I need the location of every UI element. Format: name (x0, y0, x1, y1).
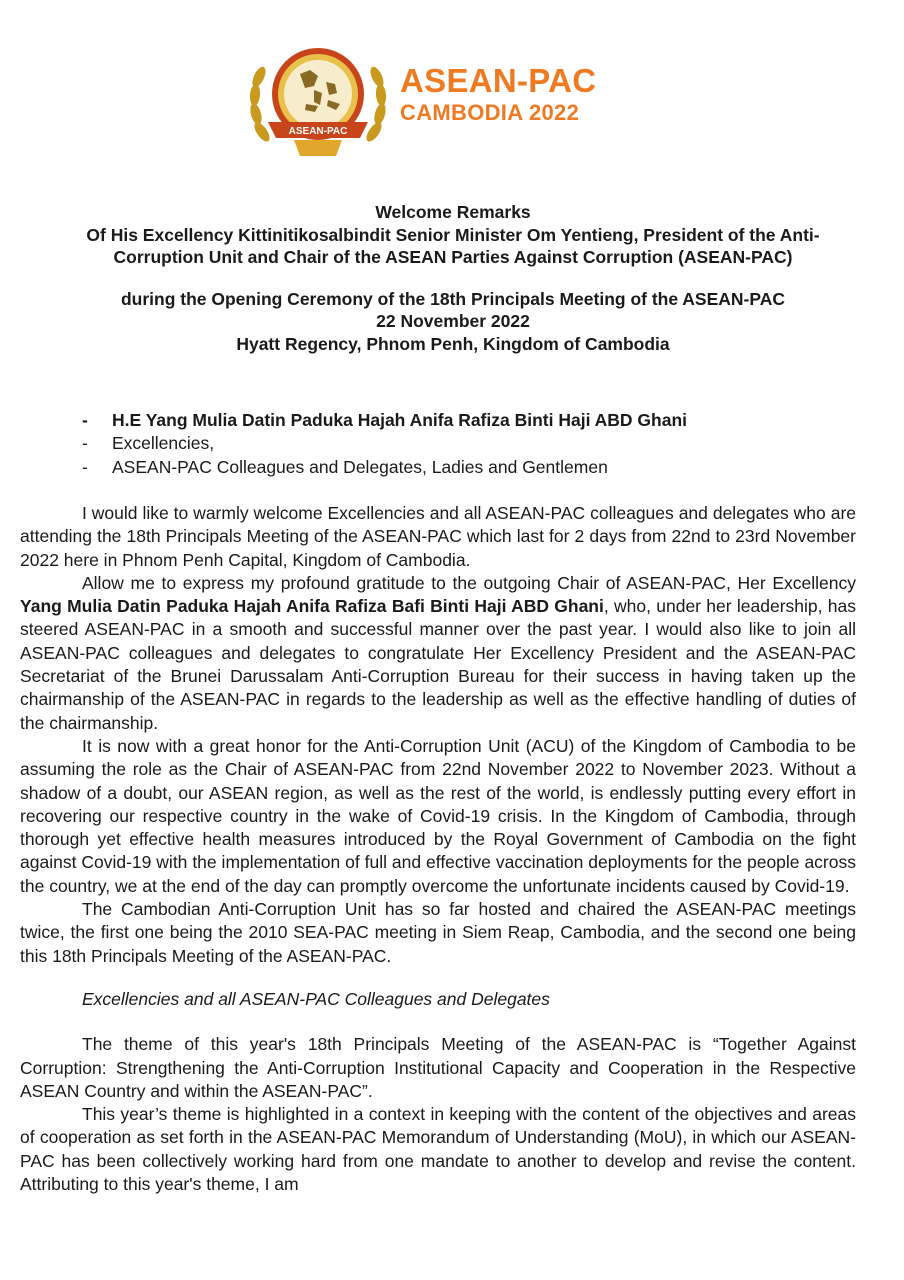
body-text (20, 502, 856, 1196)
paragraph-6: This year’s theme is highlighted in a context in keeping with the content of the objectives and areas of cooperation as set forth in the ASEAN-PAC Memorandum of Understanding (MoU), in which our ASEAN-PAC has been collectively working hard from one mandate to another to develop and revise the content. Attributing to this year's theme, I am (20, 1104, 856, 1195)
salutation-list (82, 409, 882, 479)
logo-banner-text: ASEAN-PAC (288, 126, 348, 137)
brand-block (400, 64, 596, 126)
list-dash: - (82, 456, 88, 477)
title-block (20, 201, 886, 355)
list-item (82, 409, 882, 432)
paragraph-4: The Cambodian Anti-Corruption Unit has so far hosted and chaired the ASEAN-PAC meetings twice, the first one being the 2010 SEA-PAC meeting in Siem Reap, Cambodia, and the second one being this 18th Principals Meeting of the ASEAN-PAC. (20, 899, 856, 966)
address-line: Excellencies and all ASEAN-PAC Colleagues and Delegates (82, 988, 550, 1009)
list-dash: - (82, 410, 88, 430)
paragraph-2-text-a: Allow me to express my profound gratitude to the outgoing Chair of ASEAN-PAC, Her Excellency (82, 572, 856, 593)
list-item-text: H.E Yang Mulia Datin Paduka Hajah Anifa Rafiza Binti Haji ABD Ghani (112, 410, 688, 430)
list-item-text: ASEAN-PAC Colleagues and Delegates, Ladies and Gentlemen (112, 456, 608, 477)
list-item (82, 456, 882, 479)
document-heading: Welcome Remarks (375, 202, 531, 222)
paragraph-1: I would like to warmly welcome Excellencies and all ASEAN-PAC colleagues and delegates who are attending the 18th Principals Meeting of the ASEAN-PAC which last for 2 days from 22nd to 23rd November 2022 here in Phnom Penh Capital, Kingdom of Cambodia. (20, 503, 856, 570)
event-venue: Hyatt Regency, Phnom Penh, Kingdom of Cambodia (236, 333, 670, 354)
list-item (82, 432, 882, 455)
outgoing-chair-name: Yang Mulia Datin Paduka Hajah Anifa Rafiza Bafi Binti Haji ABD Ghani (20, 596, 604, 617)
title-line-3: during the Opening Ceremony of the 18th Principals Meeting of the ASEAN-PAC (120, 288, 786, 309)
brand-subtitle: CAMBODIA 2022 (400, 100, 580, 125)
list-item-text: Excellencies, (112, 433, 215, 454)
brand-title: ASEAN-PAC (400, 62, 597, 99)
paragraph-2 (20, 572, 856, 735)
paragraph-2-text-b: , who, under her leadership, has steered ASEAN-PAC in a smooth and successful manner over the past year. I would also like to join all ASEAN-PAC colleagues and delegates to congratulate Her Excellency President and the ASEAN-PAC Secretariat of the Brunei Darussalam Anti-Corruption Bureau for their success in having taken up the chairmanship of the ASEAN-PAC in regards to the leadership as well as the effective handling of duties of the chairmanship. (20, 596, 856, 733)
title-line-1: Of His Excellency Kittinitikosalbindit Senior Minister Om Yentieng, President of the Anti- (86, 224, 820, 245)
paragraph-5: The theme of this year's 18th Principals Meeting of the ASEAN-PAC is “Together Against Corruption: Strengthening the Anti-Corruption Institutional Capacity and Cooperation in the Respective ASEAN Country and within the ASEAN-PAC”. (20, 1034, 856, 1101)
list-dash: - (82, 433, 88, 454)
emblem-icon (248, 42, 388, 162)
title-line-2: Corruption Unit and Chair of the ASEAN Parties Against Corruption (ASEAN-PAC) (113, 247, 793, 267)
paragraph-3: It is now with a great honor for the Anti-Corruption Unit (ACU) of the Kingdom of Cambodia to be assuming the role as the Chair of ASEAN-PAC from 22nd November 2022 to November 2023. Without a shadow of a doubt, our ASEAN region, as well as the rest of the world, is endlessly putting every effort in recovering our respective country in the wake of Covid-19 crisis. In the Kingdom of Cambodia, through thorough yet effective health measures introduced by the Royal Government of Cambodia on the fight against Covid-19 with the implementation of full and effective vaccination deployments for the people across the country, we at the end of the day can promptly overcome the unfortunate incidents caused by Covid-19. (20, 735, 856, 896)
event-date: 22 November 2022 (376, 311, 530, 331)
asean-pac-logo (248, 42, 388, 162)
